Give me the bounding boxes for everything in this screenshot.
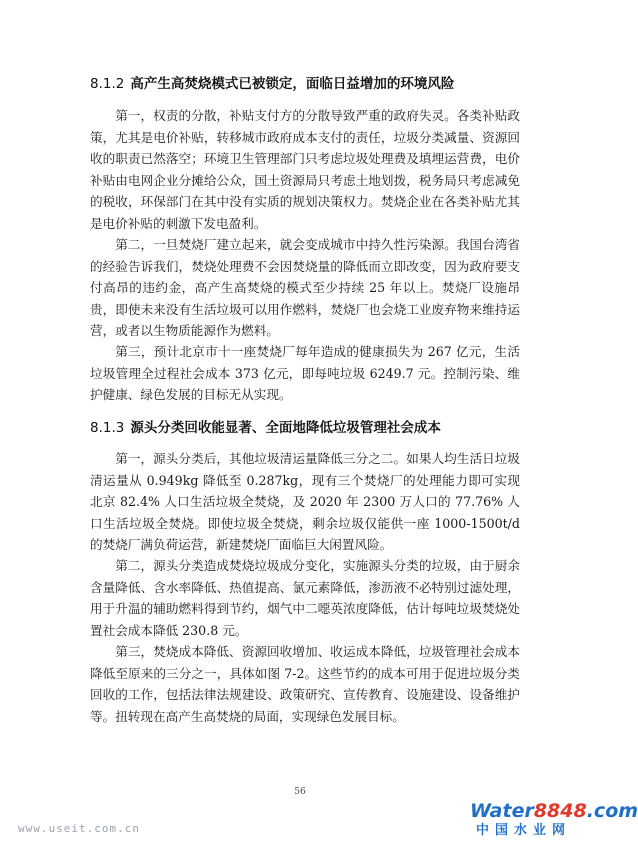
paragraph: 第三，预计北京市十一座焚烧厂每年造成的健康损失为 267 亿元，生活垃圾管理全过程社会成本 373 亿元，即每吨垃圾 6249.7 元。控制污染、维护健康、绿色发展的目标无从实现。 (90, 344, 520, 402)
section-number: 8.1.3 (90, 420, 125, 436)
section-title: 高产生高焚烧模式已被锁定，面临日益增加的环境风险 (130, 76, 455, 92)
section-number: 8.1.2 (90, 76, 125, 92)
paragraph: 第一，权责的分散，补贴支付方的分散导致严重的政府失灵。各类补贴政策，尤其是电价补贴，转移城市政府成本支付的责任，垃圾分类减量、资源回收的职责已然落空；环境卫生管理部门只考虑垃圾处理费及填埋运营费，电价补贴由电网企业分摊给公众，国土资源局只考虑土地划拨，税务局只考虑减免的税收，环保部门在其中没有实质的规划决策权力。焚烧企业在各类补贴尤其是电价补贴的刺激下发电盈利。 (90, 108, 520, 231)
logo-subtitle: 中国水业网 (476, 823, 572, 838)
logo-digits: 8848 (533, 800, 587, 822)
paragraph: 第一，源头分类后，其他垃圾清运量降低三分之二。如果人均生活日垃圾清运量从 0.949kg 降低至 0.287kg，现有三个焚烧厂的处理能力即可实现北京 82.4% 人口生活垃圾全焚烧，及 2020 年 2300 万人口的 77.76% 人口生活垃圾全焚烧。即使垃圾全焚烧，剩余垃圾仅能供一座 1000-1500t/d 的焚烧厂满负荷运营，新建焚烧厂面临巨大闲置风险。 (90, 451, 520, 552)
water8848-logo (470, 800, 638, 844)
logo-word: Water (470, 800, 534, 822)
paragraph: 第三，焚烧成本降低、资源回收增加、收运成本降低，垃圾管理社会成本降低至原来的三分之一，具体如图 7-2。这些节约的成本可用于促进垃圾分类回收的工作，包括法律法规建设、政策研究、宣传教育、设施建设、设备维护等。扭转现在高产生高焚烧的局面，实现绿色发展目标。 (90, 644, 520, 724)
logo-suffix: .com (586, 800, 638, 822)
paragraph: 第二，一旦焚烧厂建立起来，就会变成城市中持久性污染源。我国台湾省的经验告诉我们，焚烧处理费不会因焚烧量的降低而立即改变，因为政府要支付高昂的违约金，高产生高焚烧的模式至少持续 25 年以上。焚烧厂设施昂贵，即使未来没有生活垃圾可以用作燃料，焚烧厂也会烧工业废弃物来维持运营，或者以生物质能源作为燃料。 (90, 237, 520, 338)
watermark-url: www.useit.com.cn (18, 822, 140, 835)
section-heading-8-1-2 (90, 72, 530, 92)
page-number: 56 (294, 787, 306, 797)
paragraph: 第二，源头分类造成焚烧垃圾成分变化，实施源头分类的垃圾，由于厨余含量降低、含水率降低、热值提高、氯元素降低，渗沥液不必特别过滤处理，用于升温的辅助燃料得到节约，烟气中二噁英浓度降低，估计每吨垃圾焚烧处置社会成本降低 230.8 元。 (90, 558, 520, 638)
section-title: 源头分类回收能显著、全面地降低垃圾管理社会成本 (130, 420, 441, 436)
section-heading-8-1-3 (90, 416, 530, 436)
